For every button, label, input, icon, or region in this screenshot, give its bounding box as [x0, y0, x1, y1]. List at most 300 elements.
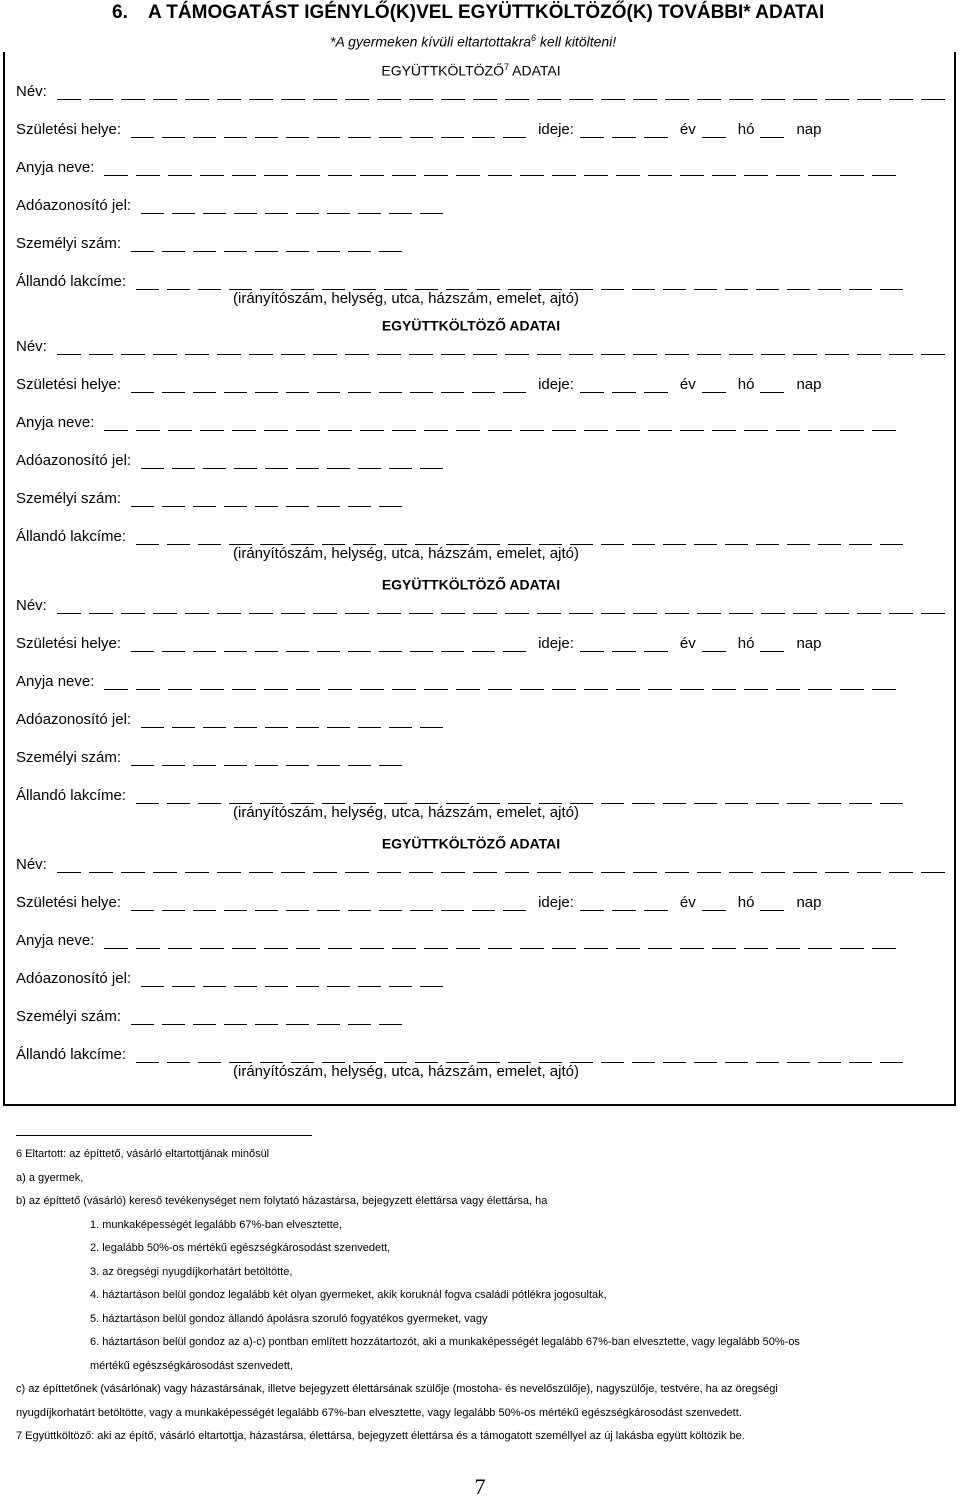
year-label: év: [679, 376, 696, 393]
blank-segment: [217, 613, 241, 614]
blank-segment: [505, 872, 529, 873]
blank-segment: [473, 872, 497, 873]
blank-segment: [286, 506, 309, 507]
blank-segment: [697, 613, 721, 614]
mother-name-field[interactable]: [104, 430, 904, 431]
blank-segment: [317, 651, 340, 652]
blank-segment: [456, 948, 480, 949]
blank-segment: [172, 727, 195, 728]
blank-segment: [632, 1062, 655, 1063]
blank-segment: [358, 213, 381, 214]
blank-segment: [198, 544, 221, 545]
mother-name-field[interactable]: [104, 175, 904, 176]
blank-segment: [644, 392, 668, 393]
birth-year-field[interactable]: [580, 392, 676, 393]
day-label: nap: [796, 376, 822, 393]
blank-segment: [198, 803, 221, 804]
blank-segment: [725, 544, 748, 545]
blank-segment: [680, 175, 704, 176]
blank-segment: [580, 137, 604, 138]
blank-segment: [880, 803, 903, 804]
blank-segment: [168, 689, 192, 690]
blank-segment: [503, 651, 526, 652]
mother-name-label: Anyja neve:: [16, 932, 95, 949]
blank-segment: [317, 765, 340, 766]
blank-segment: [744, 175, 768, 176]
blank-segment: [849, 289, 872, 290]
blank-segment: [729, 613, 753, 614]
blank-segment: [488, 430, 512, 431]
id-number-row: [16, 1005, 410, 1025]
name-field[interactable]: [57, 613, 953, 614]
blank-segment: [313, 613, 337, 614]
blank-segment: [702, 137, 726, 138]
blank-segment: [644, 137, 668, 138]
blank-segment: [520, 175, 544, 176]
footnote-line: 6 Eltartott: az építtető, vásárló eltartottjának minősül: [16, 1148, 270, 1160]
blank-segment: [203, 986, 226, 987]
mother-name-row: [16, 411, 904, 431]
month-label: hó: [737, 121, 755, 138]
section-subtitle: [330, 33, 616, 50]
blank-segment: [224, 251, 247, 252]
blank-segment: [776, 430, 800, 431]
blank-segment: [377, 872, 401, 873]
mother-name-label: Anyja neve:: [16, 159, 95, 176]
blank-segment: [317, 910, 340, 911]
blank-segment: [420, 468, 443, 469]
blank-segment: [141, 986, 164, 987]
id-number-row: [16, 232, 410, 252]
blank-segment: [612, 392, 636, 393]
blank-segment: [694, 803, 717, 804]
blank-segment: [537, 99, 561, 100]
blank-segment: [379, 506, 402, 507]
birth-place-field[interactable]: [131, 651, 534, 652]
tax-id-field[interactable]: [141, 468, 451, 469]
id-number-field[interactable]: [131, 1024, 410, 1025]
blank-segment: [569, 99, 593, 100]
blank-segment: [409, 613, 433, 614]
blank-segment: [761, 613, 785, 614]
blank-segment: [849, 544, 872, 545]
blank-segment: [584, 948, 608, 949]
blank-segment: [808, 948, 832, 949]
blank-segment: [104, 948, 128, 949]
blank-segment: [255, 765, 278, 766]
blank-segment: [217, 872, 241, 873]
blank-segment: [616, 948, 640, 949]
blank-segment: [185, 354, 209, 355]
blank-segment: [57, 613, 81, 614]
blank-segment: [420, 213, 443, 214]
blank-segment: [456, 175, 480, 176]
blank-segment: [410, 910, 433, 911]
tax-id-field[interactable]: [141, 213, 451, 214]
companion-block: [16, 58, 946, 317]
blank-segment: [760, 392, 784, 393]
year-label: év: [679, 894, 696, 911]
blank-segment: [57, 99, 81, 100]
blank-segment: [89, 613, 113, 614]
blank-segment: [162, 137, 185, 138]
birth-month-field[interactable]: [702, 137, 734, 138]
birth-date-label: ideje:: [538, 894, 574, 911]
name-row: [16, 853, 953, 873]
blank-segment: [601, 803, 624, 804]
blank-segment: [392, 430, 416, 431]
footnote-line: 5. háztartáson belül gondoz állandó ápolásra szoruló fogyatékos gyermeket, vagy: [90, 1312, 488, 1325]
address-hint: (irányítószám, helység, utca, házszám, emelet, ajtó): [233, 290, 579, 307]
birth-day-field[interactable]: [760, 137, 792, 138]
blank-segment: [857, 613, 881, 614]
name-field[interactable]: [57, 872, 953, 873]
blank-segment: [200, 430, 224, 431]
birth-year-field[interactable]: [580, 910, 676, 911]
blank-segment: [286, 765, 309, 766]
page-number: 7: [474, 1474, 486, 1499]
blank-segment: [694, 289, 717, 290]
blank-segment: [889, 872, 913, 873]
blank-segment: [580, 392, 604, 393]
blank-segment: [389, 213, 412, 214]
blank-segment: [456, 689, 480, 690]
blank-segment: [744, 689, 768, 690]
name-field[interactable]: [57, 354, 953, 355]
blank-segment: [348, 506, 371, 507]
blank-segment: [360, 689, 384, 690]
blank-segment: [644, 651, 668, 652]
tax-id-row: [16, 967, 451, 987]
blank-segment: [162, 251, 185, 252]
blank-segment: [680, 948, 704, 949]
blank-segment: [317, 506, 340, 507]
blank-segment: [141, 213, 164, 214]
blank-segment: [441, 613, 465, 614]
blank-segment: [665, 613, 689, 614]
id-number-label: Személyi szám:: [16, 1008, 122, 1025]
birth-day-field[interactable]: [760, 651, 792, 652]
blank-segment: [162, 1024, 185, 1025]
mother-name-field[interactable]: [104, 948, 904, 949]
blank-segment: [601, 289, 624, 290]
blank-segment: [697, 99, 721, 100]
blank-segment: [537, 354, 561, 355]
blank-segment: [456, 430, 480, 431]
blank-segment: [121, 99, 145, 100]
blank-segment: [409, 872, 433, 873]
birth-day-field[interactable]: [760, 392, 792, 393]
blank-segment: [193, 651, 216, 652]
blank-segment: [392, 948, 416, 949]
blank-segment: [702, 910, 726, 911]
blank-segment: [249, 613, 273, 614]
blank-segment: [849, 1062, 872, 1063]
tax-id-label: Adóazonosító jel:: [16, 197, 132, 214]
blank-segment: [379, 651, 402, 652]
blank-segment: [663, 1062, 686, 1063]
address-hint: (irányítószám, helység, utca, házszám, emelet, ajtó): [233, 545, 579, 562]
blank-segment: [488, 948, 512, 949]
footnote-line: 7 Együttköltöző: aki az építő, vásárló eltartottja, házastársa, élettársa, bejegyzett élettársa és a támogatott személlyel az új lakásba együtt költözik be.: [16, 1430, 745, 1442]
birth-place-field[interactable]: [131, 137, 534, 138]
blank-segment: [787, 1062, 810, 1063]
blank-segment: [712, 430, 736, 431]
mother-name-label: Anyja neve:: [16, 673, 95, 690]
blank-segment: [840, 689, 864, 690]
blank-segment: [104, 689, 128, 690]
blank-segment: [441, 137, 464, 138]
blank-segment: [889, 613, 913, 614]
blank-segment: [136, 689, 160, 690]
blank-segment: [281, 99, 305, 100]
blank-segment: [889, 354, 913, 355]
blank-segment: [441, 354, 465, 355]
blank-segment: [505, 354, 529, 355]
blank-segment: [697, 872, 721, 873]
blank-segment: [537, 613, 561, 614]
id-number-label: Személyi szám:: [16, 235, 122, 252]
blank-segment: [712, 948, 736, 949]
blank-segment: [57, 354, 81, 355]
blank-segment: [612, 651, 636, 652]
blank-segment: [793, 872, 817, 873]
footnote-line: c) az építtetőnek (vásárlónak) vagy házastársának, illetve bejegyzett élettársának szülője (mostoha- és nevelőszülője), nagyszülője, testvére, ha az öregségi: [16, 1383, 778, 1395]
blank-segment: [389, 986, 412, 987]
blank-segment: [663, 544, 686, 545]
blank-segment: [793, 99, 817, 100]
day-label: nap: [796, 894, 822, 911]
blank-segment: [296, 986, 319, 987]
blank-segment: [131, 392, 154, 393]
blank-segment: [889, 99, 913, 100]
blank-segment: [296, 430, 320, 431]
birth-year-field[interactable]: [580, 651, 676, 652]
blank-segment: [313, 99, 337, 100]
blank-segment: [360, 175, 384, 176]
birth-place-field[interactable]: [131, 392, 534, 393]
blank-segment: [389, 468, 412, 469]
blank-segment: [348, 765, 371, 766]
blank-segment: [153, 872, 177, 873]
blank-segment: [420, 727, 443, 728]
blank-segment: [203, 727, 226, 728]
blank-segment: [281, 872, 305, 873]
blank-segment: [234, 727, 257, 728]
footnote-line: 4. háztartáson belül gondoz legalább két olyan gyermeket, akik koruknál fogva családi pótlékra jogosultak,: [90, 1289, 607, 1301]
name-row: [16, 80, 953, 100]
blank-segment: [921, 99, 945, 100]
blank-segment: [193, 765, 216, 766]
blank-segment: [57, 872, 81, 873]
blank-segment: [358, 986, 381, 987]
blank-segment: [441, 651, 464, 652]
blank-segment: [756, 544, 779, 545]
blank-segment: [328, 430, 352, 431]
blank-segment: [121, 354, 145, 355]
footnote-line: mértékű egészségkárosodást szenvedett,: [90, 1359, 294, 1372]
blank-segment: [569, 872, 593, 873]
birth-month-field[interactable]: [702, 651, 734, 652]
blank-segment: [644, 910, 668, 911]
blank-segment: [472, 651, 495, 652]
birth-row: [16, 373, 827, 393]
blank-segment: [601, 1062, 624, 1063]
blank-segment: [296, 213, 319, 214]
blank-segment: [286, 137, 309, 138]
blank-segment: [286, 651, 309, 652]
blank-segment: [234, 986, 257, 987]
blank-segment: [317, 392, 340, 393]
blank-segment: [167, 544, 190, 545]
blank-segment: [424, 948, 448, 949]
blank-segment: [286, 910, 309, 911]
tax-id-label: Adóazonosító jel:: [16, 970, 132, 987]
blank-segment: [584, 175, 608, 176]
blank-segment: [840, 175, 864, 176]
blank-segment: [921, 872, 945, 873]
blank-segment: [136, 544, 159, 545]
blank-segment: [136, 289, 159, 290]
blank-segment: [348, 651, 371, 652]
blank-segment: [424, 689, 448, 690]
footnote-line: nyugdíjkorhatárt betöltötte, vagy a munkaképességét legalább 67%-ban elvesztette, vagy legalább 50%-os mértékű egészségkárosodást szenvedett.: [16, 1406, 742, 1419]
blank-segment: [808, 430, 832, 431]
blank-segment: [569, 354, 593, 355]
blank-segment: [410, 651, 433, 652]
footnote-line: b) az építtető (vásárló) kereső tevékenységet nem folytató házastársa, bejegyzett élettársa vagy élettársa, ha: [16, 1195, 548, 1207]
id-number-row: [16, 746, 410, 766]
blank-segment: [857, 354, 881, 355]
blank-segment: [818, 1062, 841, 1063]
blank-segment: [348, 251, 371, 252]
mother-name-field[interactable]: [104, 689, 904, 690]
blank-segment: [153, 99, 177, 100]
blank-segment: [313, 872, 337, 873]
blank-segment: [872, 948, 896, 949]
birth-day-field[interactable]: [760, 910, 792, 911]
blank-segment: [255, 651, 278, 652]
address-label: Állandó lakcíme:: [16, 1046, 127, 1063]
blank-segment: [224, 506, 247, 507]
blank-segment: [255, 137, 278, 138]
blank-segment: [921, 354, 945, 355]
blank-segment: [224, 1024, 247, 1025]
companion-block: [16, 835, 946, 1094]
blank-segment: [725, 1062, 748, 1063]
mother-name-row: [16, 670, 904, 690]
blank-segment: [200, 948, 224, 949]
blank-segment: [379, 765, 402, 766]
blank-segment: [131, 1024, 154, 1025]
blank-segment: [880, 1062, 903, 1063]
birth-year-field[interactable]: [580, 137, 676, 138]
blank-segment: [89, 99, 113, 100]
blank-segment: [89, 872, 113, 873]
blank-segment: [787, 544, 810, 545]
blank-segment: [360, 948, 384, 949]
blank-segment: [520, 948, 544, 949]
blank-segment: [121, 613, 145, 614]
blank-segment: [185, 872, 209, 873]
blank-segment: [702, 392, 726, 393]
mother-name-row: [16, 156, 904, 176]
blank-segment: [632, 544, 655, 545]
blank-segment: [409, 354, 433, 355]
tax-id-field[interactable]: [141, 986, 451, 987]
blank-segment: [424, 175, 448, 176]
id-number-field[interactable]: [131, 765, 410, 766]
address-label: Állandó lakcíme:: [16, 787, 127, 804]
blank-segment: [167, 803, 190, 804]
birth-place-field[interactable]: [131, 910, 534, 911]
birth-month-field[interactable]: [702, 910, 734, 911]
blank-segment: [379, 137, 402, 138]
birth-date-label: ideje:: [538, 635, 574, 652]
blank-segment: [702, 651, 726, 652]
month-label: hó: [737, 894, 755, 911]
blank-segment: [136, 803, 159, 804]
blank-segment: [286, 392, 309, 393]
blank-segment: [249, 872, 273, 873]
blank-segment: [552, 948, 576, 949]
blank-segment: [472, 137, 495, 138]
blank-segment: [296, 689, 320, 690]
address-row: [16, 270, 911, 290]
blank-segment: [520, 689, 544, 690]
blank-segment: [840, 430, 864, 431]
blank-segment: [616, 689, 640, 690]
blank-segment: [345, 99, 369, 100]
tax-id-field[interactable]: [141, 727, 451, 728]
blank-segment: [787, 803, 810, 804]
blank-segment: [172, 986, 195, 987]
blank-segment: [648, 430, 672, 431]
blank-segment: [729, 872, 753, 873]
name-field[interactable]: [57, 99, 953, 100]
blank-segment: [601, 872, 625, 873]
blank-segment: [680, 430, 704, 431]
address-row: [16, 525, 911, 545]
blank-segment: [379, 251, 402, 252]
blank-segment: [825, 354, 849, 355]
companion-heading: [16, 62, 926, 79]
id-number-label: Személyi szám:: [16, 490, 122, 507]
footnote-ref-7: 7: [504, 62, 510, 72]
heading-text: EGYÜTTKÖLTÖZŐ: [381, 62, 504, 79]
id-number-field[interactable]: [131, 251, 410, 252]
blank-segment: [409, 99, 433, 100]
blank-segment: [441, 99, 465, 100]
blank-segment: [234, 213, 257, 214]
blank-segment: [185, 99, 209, 100]
blank-segment: [818, 544, 841, 545]
birth-month-field[interactable]: [702, 392, 734, 393]
blank-segment: [725, 803, 748, 804]
footnote-line: 1. munkaképességét legalább 67%-ban elvesztette,: [90, 1218, 342, 1231]
blank-segment: [232, 689, 256, 690]
blank-segment: [265, 727, 288, 728]
blank-segment: [694, 544, 717, 545]
blank-segment: [584, 689, 608, 690]
id-number-field[interactable]: [131, 506, 410, 507]
blank-segment: [872, 430, 896, 431]
blank-segment: [505, 613, 529, 614]
blank-segment: [198, 1062, 221, 1063]
blank-segment: [249, 354, 273, 355]
blank-segment: [441, 910, 464, 911]
blank-segment: [193, 137, 216, 138]
